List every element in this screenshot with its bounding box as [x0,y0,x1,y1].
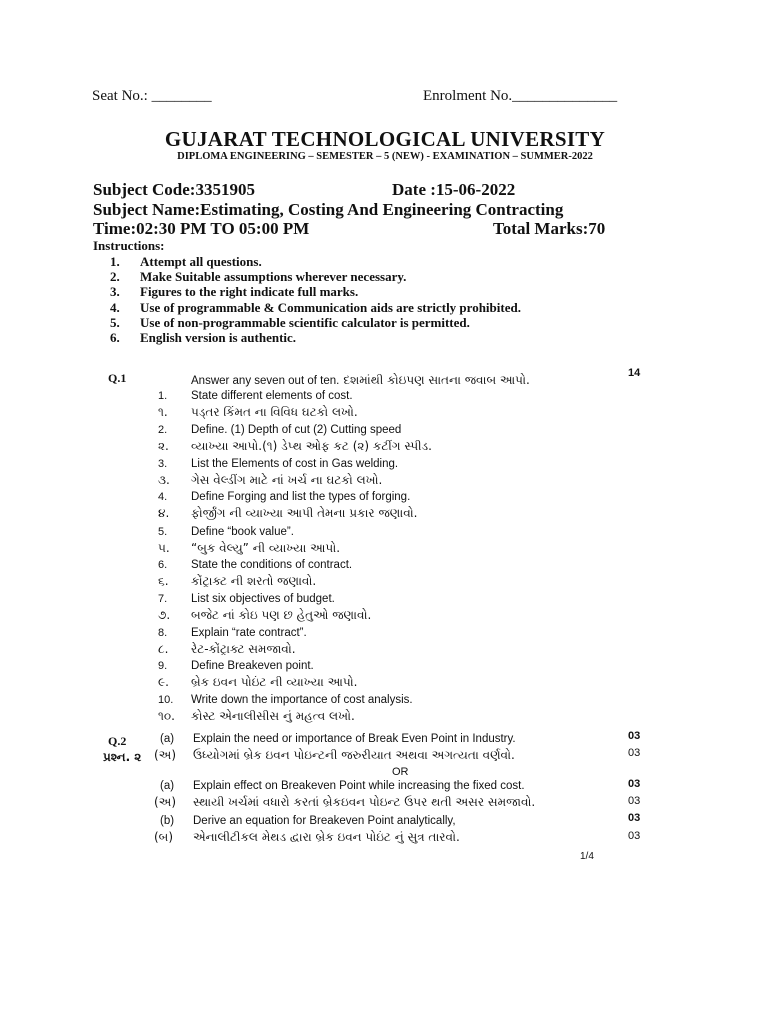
q1-item-english: Explain “rate contract”. [191,627,307,639]
q1-item-gujarati: પડ્તર કિંમત ના વિવિધ ઘટકો લખો. [191,405,358,419]
exam-date: Date :15-06-2022 [392,180,516,199]
instruction-item: 2. Make Suitable assumptions wherever necessary. [110,269,407,284]
instruction-item: 6. English version is authentic. [110,330,297,345]
subject-code: Subject Code:3351905 [93,180,255,199]
instruction-item: 1. Attempt all questions. [110,254,262,269]
page-number: 1/4 [580,851,594,862]
q1-item-number: 8. [158,627,168,639]
q2-sub-label-gujarati: (અ) [154,795,177,809]
q1-marks: 14 [628,367,641,379]
q2-question-gujarati: એનાલીટીકલ મેથડ દ્વારા બ્રેક ઇવન પોઇંટ નું સુત્ર તારવો. [193,830,460,844]
q1-item-number-gujarati: ૧. [158,405,168,419]
q2-marks-gujarati: 03 [628,795,641,807]
q2-label-gujarati: પ્રશ્ન. ૨ [103,750,142,764]
q1-item-number: 7. [158,593,168,605]
q1-item-gujarati: ગેસ વેલ્ડીંગ માટે નાં ખર્ચ ના ઘટકો લખો. [191,473,383,487]
or-separator: OR [392,766,409,778]
q1-item-number-gujarati: ૫. [158,541,170,555]
q1-item-english: Define Forging and list the types of forging. [191,491,411,503]
q1-item-english: Define Breakeven point. [191,660,314,672]
q1-item-gujarati: બજેટ નાં કોઇ પણ છ હેતુઓ જણાવો. [191,608,372,622]
q1-item-english: List six objectives of budget. [191,593,335,605]
q1-item-number: 2. [158,424,168,436]
exam-time: Time:02:30 PM TO 05:00 PM [93,219,310,238]
q2-sub-label-gujarati: (અ) [154,748,177,762]
enrolment-no: Enrolment No.______________ [423,88,618,104]
q1-item-gujarati: બ્રેક ઇવન પોઇંટ ની વ્યાખ્યા આપો. [191,675,358,689]
q1-item-number-gujarati: ૨. [158,439,169,453]
q1-item-english: List the Elements of cost in Gas welding. [191,458,399,470]
q1-item-number-gujarati: ૬. [158,574,169,588]
q2-sub-label: (a) [160,733,175,745]
q2-sub-label: (a) [160,780,175,792]
q1-item-english: Write down the importance of cost analysis. [191,694,413,706]
q1-item-english: State the conditions of contract. [191,559,353,571]
instructions-heading: Instructions: [93,238,165,253]
q1-intro: Answer any seven out of ten. દશમાંથી કોઇપણ સાતના જવાબ આપો. [191,373,530,387]
seat-no: Seat No.: ________ [92,88,212,104]
q1-item-gujarati: ફોર્જીંગ ની વ્યાખ્યા આપી તેમના પ્રકાર જણાવો. [191,506,418,520]
q1-item-number-gujarati: ૯. [158,675,169,689]
q2-question-english: Derive an equation for Breakeven Point analytically, [193,815,456,827]
university-title: GUJARAT TECHNOLOGICAL UNIVERSITY [164,127,606,151]
q2-sub-label-gujarati: (બ) [154,830,173,844]
q1-item-number-gujarati: ૪. [158,506,170,520]
q2-sub-label: (b) [160,815,175,827]
q1-item-number-gujarati: ૭. [158,608,171,622]
q1-item-number: 9. [158,660,168,672]
q2-marks: 03 [628,730,641,742]
q1-item-number-gujarati: ૧૦. [158,709,175,723]
q1-item-gujarati: વ્યાખ્યા આપો.(૧) ડેપ્થ ઓફ કટ (૨) કટીંગ સ્પીડ. [191,439,432,453]
total-marks: Total Marks:70 [493,219,606,238]
subject-name: Subject Name:Estimating, Costing And Engineering Contracting [93,200,564,219]
q2-question-english: Explain the need or importance of Break Even Point in Industry. [193,733,516,745]
q1-item-gujarati: કોંટ્રાક્ટ ની શરતો જણાવો. [191,574,317,588]
q1-item-english: State different elements of cost. [191,390,353,402]
q1-item-gujarati: કોસ્ટ એનાલીસીસ નું મહત્વ લખો. [191,709,355,723]
q1-item-number: 6. [158,559,168,571]
q2-marks: 03 [628,812,641,824]
q2-question-gujarati: ઉધ્યોગમાં બ્રેક ઇવન પોઇન્ટની જરુરીયાત અથવા અગત્યતા વર્ણવો. [193,748,515,762]
q2-label: Q.2 [108,734,127,748]
q1-item-english: Define. (1) Depth of cut (2) Cutting speed [191,424,402,436]
q1-item-number-gujarati: ૮. [158,642,169,656]
instruction-item: 3. Figures to the right indicate full marks. [110,284,359,299]
q1-item-english: Define “book value”. [191,526,294,538]
q2-question-gujarati: સ્થાયી ખર્ચમાં વધારો કરતાં બ્રેકઇવન પોઇન્ટ ઉપર થતી અસર સમજાવો. [193,795,536,809]
q2-marks-gujarati: 03 [628,747,641,759]
q1-item-gujarati: “બુક વેલ્યુ” ની વ્યાખ્યા આપો. [191,541,341,555]
exam-title: DIPLOMA ENGINEERING – SEMESTER – 5 (NEW) - EXAMINATION – SUMMER-2022 [177,151,593,162]
instruction-item: 4. Use of programmable & Communication aids are strictly prohibited. [110,300,521,315]
q1-item-number: 10. [158,694,174,706]
q2-question-english: Explain effect on Breakeven Point while increasing the fixed cost. [193,780,525,792]
instruction-item: 5. Use of non-programmable scientific calculator is permitted. [110,315,470,330]
q1-item-number: 4. [158,491,168,503]
q2-marks-gujarati: 03 [628,830,641,842]
q1-item-number: 1. [158,390,168,402]
q1-label: Q.1 [108,371,127,385]
q1-item-gujarati: રેટ-કોંટ્રાક્ટ સમજાવો. [191,642,296,656]
q1-item-number: 3. [158,458,168,470]
q1-item-number-gujarati: ૩. [158,473,170,487]
q2-marks: 03 [628,778,641,790]
q1-item-number: 5. [158,526,168,538]
